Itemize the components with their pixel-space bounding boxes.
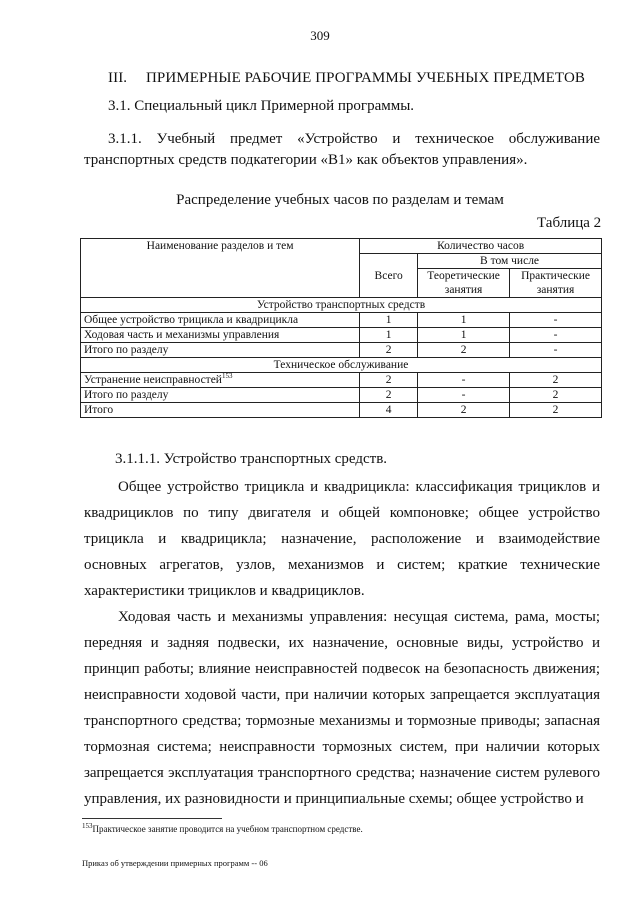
- row-total: 4: [360, 403, 418, 418]
- group-title: Устройство транспортных средств: [81, 298, 602, 313]
- row-name: Общее устройство трицикла и квадрицикла: [81, 313, 360, 328]
- row-name: Ходовая часть и механизмы управления: [81, 328, 360, 343]
- row-total: 2: [360, 373, 418, 388]
- row-name: Устранение неисправностей$^{153}$: [81, 373, 360, 388]
- row-theory: 1: [418, 328, 510, 343]
- row-total: 1: [360, 328, 418, 343]
- footnote-ref: 153: [221, 372, 233, 381]
- row-theory: -: [418, 388, 510, 403]
- group-row: [81, 298, 602, 313]
- header-theory: Теоретические занятия: [418, 269, 510, 298]
- row-theory: 1: [418, 313, 510, 328]
- footnote-marker: 153: [82, 822, 93, 830]
- header-hours: Количество часов: [360, 239, 602, 254]
- table-row: [81, 328, 602, 343]
- row-name: Итого: [81, 403, 360, 418]
- section-heading: ПРИМЕРНЫЕ РАБОЧИЕ ПРОГРАММЫ УЧЕБНЫХ ПРЕДМЕТОВ: [146, 70, 586, 86]
- row-total: 1: [360, 313, 418, 328]
- table-row: [81, 373, 602, 388]
- row-name: Итого по разделу: [81, 343, 360, 358]
- section-number: III.: [108, 70, 128, 86]
- header-total: Всего: [360, 254, 418, 298]
- table-row: [81, 313, 602, 328]
- subject-title-line1: 3.1.1. Учебный предмет «Устройство и техническое обслуживание: [108, 131, 600, 147]
- subject-title-line2: транспортных средств подкатегории «B1» как объектов управления».: [84, 152, 528, 168]
- footnote-divider: [82, 818, 222, 819]
- footer-note: Приказ об утверждении примерных программ -- 06: [82, 858, 268, 868]
- table-caption: Таблица 2: [537, 215, 602, 231]
- grand-total-row: [81, 403, 602, 418]
- hours-table: [80, 238, 602, 418]
- row-total: 2: [360, 343, 418, 358]
- group-title: Техническое обслуживание: [81, 358, 602, 373]
- row-theory: 2: [418, 343, 510, 358]
- header-name: Наименование разделов и тем: [81, 239, 360, 298]
- table-row: [81, 388, 602, 403]
- header-including: В том числе: [418, 254, 602, 269]
- row-theory: -: [418, 373, 510, 388]
- distribution-heading: Распределение учебных часов по разделам и темам: [176, 192, 504, 208]
- row-theory: 2: [418, 403, 510, 418]
- table-row: [81, 343, 602, 358]
- paragraph-general-structure: Общее устройство трицикла и квадрицикла: классификация трициклов и квадрициклов по типу двигателя и общей компоновке; общее устройство трицикла и квадрицикла; назначение, расположение и взаимодействие основных агрегатов, узлов, механизмов и систем; краткие технические характеристики трициклов и квадрициклов.: [84, 479, 600, 599]
- row-practice: -: [510, 313, 602, 328]
- group-row: [81, 358, 602, 373]
- subsection-title: 3.1. Специальный цикл Примерной программы.: [108, 98, 415, 114]
- paragraph-chassis: Ходовая часть и механизмы управления: несущая система, рама, мосты; передняя и задняя подвески, их назначение, основные виды, устройство и принцип работы; влияние неисправностей подвесок на безопасность движения; неисправности ходовой части, при наличии которых запрещается эксплуатация транспортного средства; тормозные механизмы и тормозные приводы; запасная тормозная система; неисправности тормозных систем, при наличии которых запрещается эксплуатация транспортного средства; назначение систем рулевого управления, их разновидности и принципиальные схемы; общее устройство и: [84, 609, 600, 807]
- row-practice: 2: [510, 388, 602, 403]
- section-title: [108, 70, 585, 87]
- row-practice: 2: [510, 373, 602, 388]
- subsubsection-title: 3.1.1.1. Устройство транспортных средств.: [115, 451, 388, 467]
- row-practice: -: [510, 328, 602, 343]
- header-practice: Практические занятия: [510, 269, 602, 298]
- page-number: 309: [310, 28, 330, 43]
- row-practice: 2: [510, 403, 602, 418]
- row-name: Итого по разделу: [81, 388, 360, 403]
- row-practice: -: [510, 343, 602, 358]
- row-total: 2: [360, 388, 418, 403]
- footnote: [82, 824, 363, 834]
- footnote-text: Практическое занятие проводится на учебном транспортном средстве.: [92, 824, 363, 834]
